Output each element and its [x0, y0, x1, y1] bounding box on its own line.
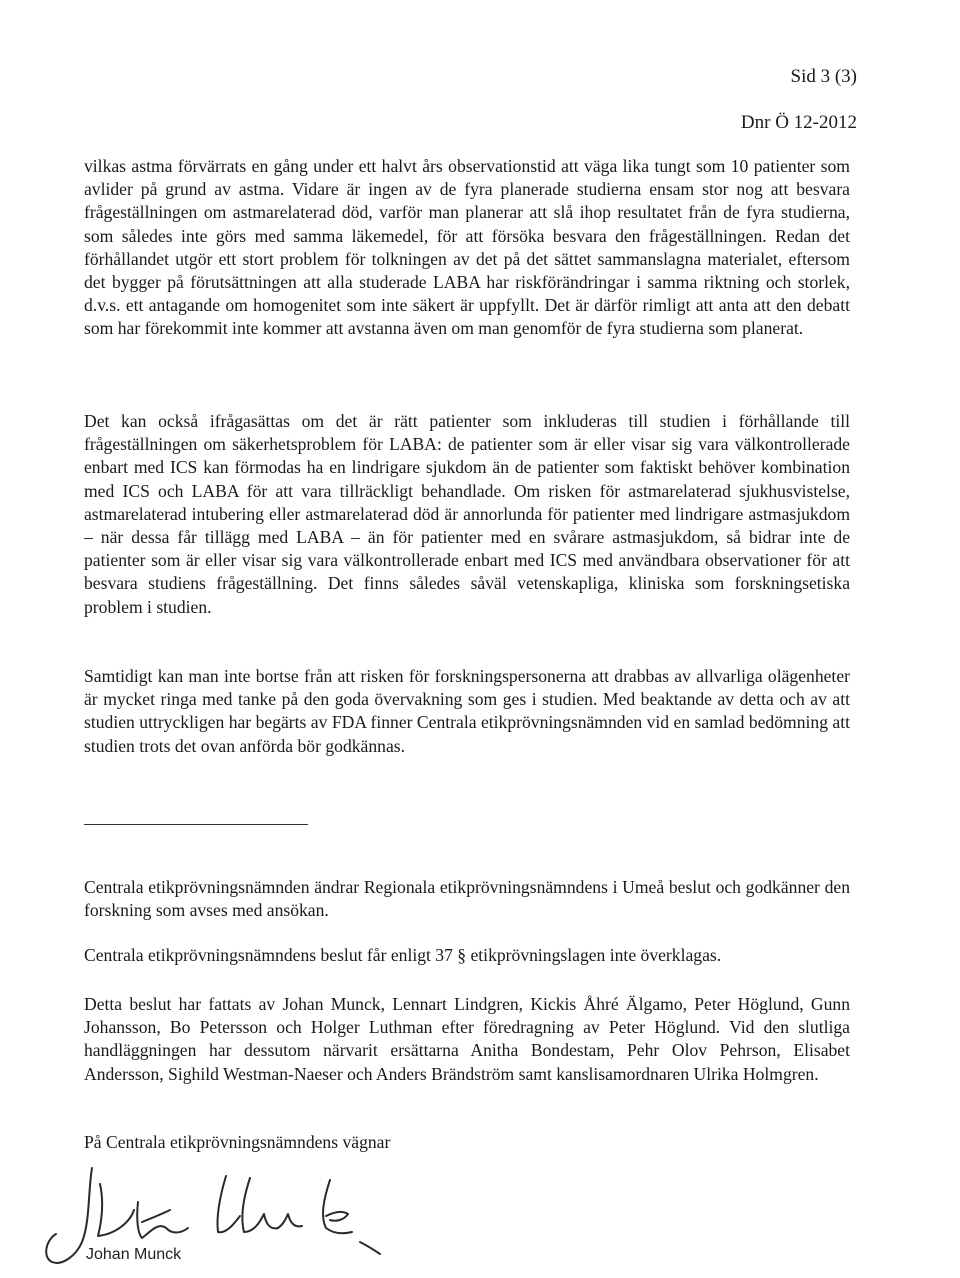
document-reference-number: Dnr Ö 12-2012 — [740, 112, 857, 133]
decision-appeal-notice: Centrala etikprövningsnämndens beslut får enligt 37 § etikprövningslagen inte överklagas. — [84, 945, 722, 965]
signatory-name: Johan Munck — [86, 1246, 182, 1263]
decision-participants: Detta beslut har fattats av Johan Munck, Lennart Lindgren, Kickis Åhré Älgamo, Peter Höglund, Gunn Johansson, Bo Petersson och Holger Luthman efter föredragning av Peter Höglund. Vid den slutliga handläggningen har dessutom närvarit ersättarna Anitha Bondestam, Pehr Olov Pehrson, Elisabet Andersson, Sighild Westman-Naeser och Anders Brändström samt kanslisamordnaren Ulrika Holmgren. — [84, 994, 850, 1084]
on-behalf-line: På Centrala etikprövningsnämndens vägnar — [84, 1132, 391, 1152]
section-divider — [84, 824, 308, 825]
body-paragraph-1: vilkas astma förvärrats en gång under ett halvt års observationstid att väga lika tungt som 10 patienter som avlider på grund av astma. Vidare är ingen av de fyra planerade studierna ensam stor nog att besvara frågeställningen om astmarelaterad död, varför man planerar att slå ihop resultatet från de fyra studierna, som således inte görs med samma läkemedel, för att försöka besvara den frågeställningen. Redan det förhållandet utgör ett stort problem för tolkningen av det på det sättet sammanslagna materialet, eftersom det bygger på förutsättningen att alla studerade LABA har riskförändringar i samma riktning och storlek, d.v.s. ett antagande om homogenitet som inte säkert är uppfyllt. Det är därför rimligt att anta att den debatt som har förekommit inte kommer att avstanna även om man genomför de fyra studierna som planerat. — [84, 156, 850, 339]
body-paragraph-2: Det kan också ifrågasättas om det är rätt patienter som inkluderas till studien i förhållande till frågeställningen om säkerhetsproblem för LABA: de patienter som är eller visar sig vara välkontrollerade enbart med ICS kan förmodas ha en lindrigare sjukdom än de patienter som faktiskt behöver kombination med ICS och LABA för att vara tillräckligt behandlade. Om risken för astmarelaterad sjukhusvistelse, astmarelaterad intubering eller astmarelaterad död är annorlunda för patienter med lindrigare astmasjukdom – när dessa får tillägg med LABA – än för patienter med en svårare astmasjukdom, så bidrar inte de patienter som är eller visar sig vara välkontrollerade enbart med ICS med användbara observationer för att besvara studiens frågeställning. Det finns således såväl vetenskapliga, kliniska som forskningsetiska problem i studien. — [84, 411, 850, 617]
handwritten-signature — [30, 1162, 390, 1272]
page-number: Sid 3 (3) — [790, 66, 857, 87]
body-paragraph-3: Samtidigt kan man inte bortse från att risken för forskningspersonerna att drabbas av allvarliga olägenheter är mycket ringa med tanke på den goda övervakning som ges i studien. Med beaktande av detta och av att studien uttryckligen har begärts av FDA finner Centrala etikprövningsnämnden vid en samlad bedömning att studien trots det ovan anförda bör godkännas. — [84, 666, 850, 756]
signature-block — [30, 1162, 390, 1272]
decision-ruling: Centrala etikprövningsnämnden ändrar Regionala etikprövningsnämndens i Umeå beslut och godkänner den forskning som avses med ansökan. — [84, 877, 850, 921]
